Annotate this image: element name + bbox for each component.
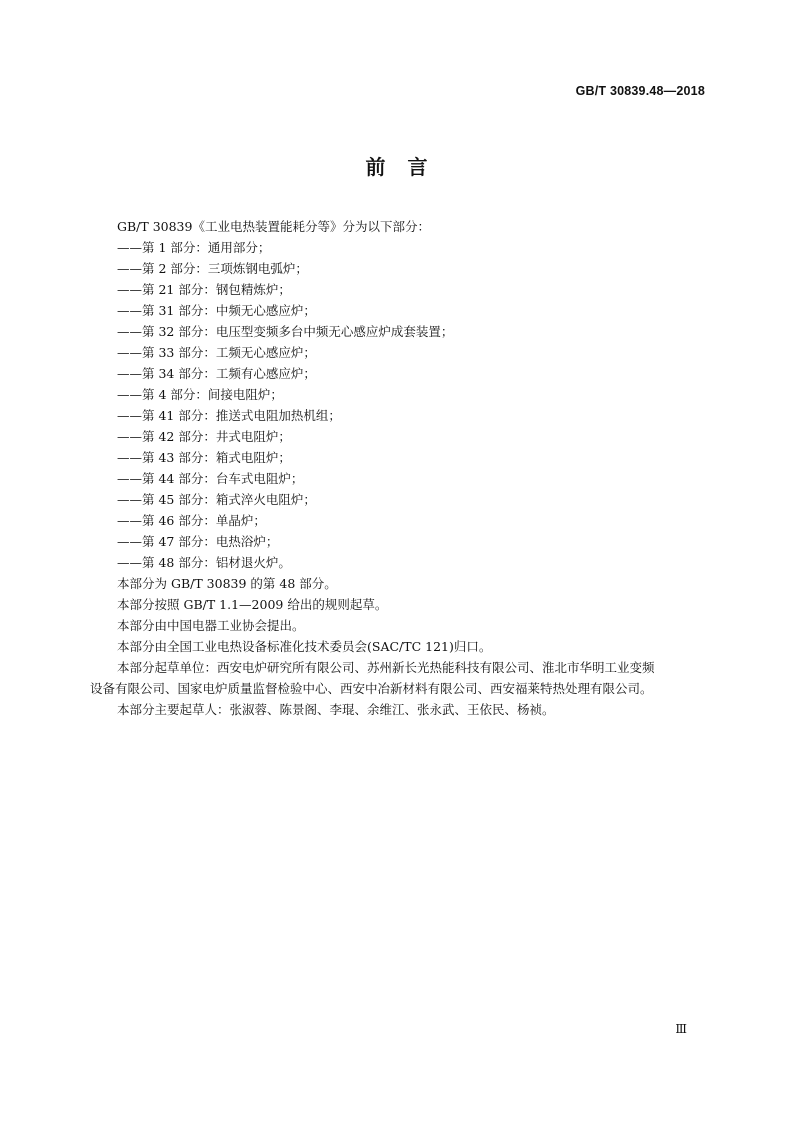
list-item: ——第 4 部分：间接电阻炉； bbox=[117, 387, 283, 402]
list-item: ——第 41 部分：推送式电阻加热机组； bbox=[117, 408, 341, 423]
centralized-by-paragraph: 本部分由全国工业电热设备标准化技术委员会(SAC/TC 121)归口。 bbox=[117, 639, 492, 654]
list-item: ——第 34 部分：工频有心感应炉； bbox=[117, 366, 316, 381]
list-item: ——第 45 部分：箱式淬火电阻炉； bbox=[117, 492, 316, 507]
list-item: ——第 21 部分：钢包精炼炉； bbox=[117, 282, 291, 297]
part-note-paragraph: 本部分为 GB/T 30839 的第 48 部分。 bbox=[117, 576, 337, 591]
list-item: ——第 33 部分：工频无心感应炉； bbox=[117, 345, 316, 360]
foreword-body bbox=[90, 216, 705, 720]
list-item: ——第 2 部分：三项炼钢电弧炉； bbox=[117, 261, 308, 276]
standard-number: GB/T 30839.48—2018 bbox=[575, 84, 705, 98]
intro-text: GB/T 30839《工业电热装置能耗分等》分为以下部分： bbox=[117, 219, 430, 234]
drafters-paragraph: 本部分主要起草人：张淑蓉、陈景阁、李琨、余维江、张永武、王依民、杨祯。 bbox=[117, 702, 555, 717]
parts-list bbox=[117, 237, 705, 573]
list-item: ——第 32 部分：电压型变频多台中频无心感应炉成套装置； bbox=[117, 324, 454, 339]
proposed-by-paragraph: 本部分由中国电器工业协会提出。 bbox=[117, 618, 305, 633]
drafting-units-paragraph-line1: 本部分起草单位：西安电炉研究所有限公司、苏州新长光热能科技有限公司、淮北市华明工业变频 bbox=[117, 660, 655, 675]
drafting-units-paragraph-line2: 设备有限公司、国家电炉质量监督检验中心、西安中冶新材料有限公司、西安福莱特热处理有限公司。 bbox=[90, 681, 653, 696]
list-item: ——第 47 部分：电热浴炉； bbox=[117, 534, 279, 549]
list-item: ——第 1 部分：通用部分； bbox=[117, 240, 271, 255]
list-item: ——第 31 部分：中频无心感应炉； bbox=[117, 303, 316, 318]
page-title: 前 言 bbox=[365, 155, 429, 179]
list-item: ——第 46 部分：单晶炉； bbox=[117, 513, 266, 528]
list-item: ——第 44 部分：台车式电阻炉； bbox=[117, 471, 304, 486]
drafting-rules-paragraph: 本部分按照 GB/T 1.1—2009 给出的规则起草。 bbox=[117, 597, 388, 612]
page-number: Ⅲ bbox=[675, 1022, 687, 1036]
list-item: ——第 48 部分：铝材退火炉。 bbox=[117, 555, 291, 570]
list-item: ——第 43 部分：箱式电阻炉； bbox=[117, 450, 291, 465]
list-item: ——第 42 部分：井式电阻炉； bbox=[117, 429, 291, 444]
